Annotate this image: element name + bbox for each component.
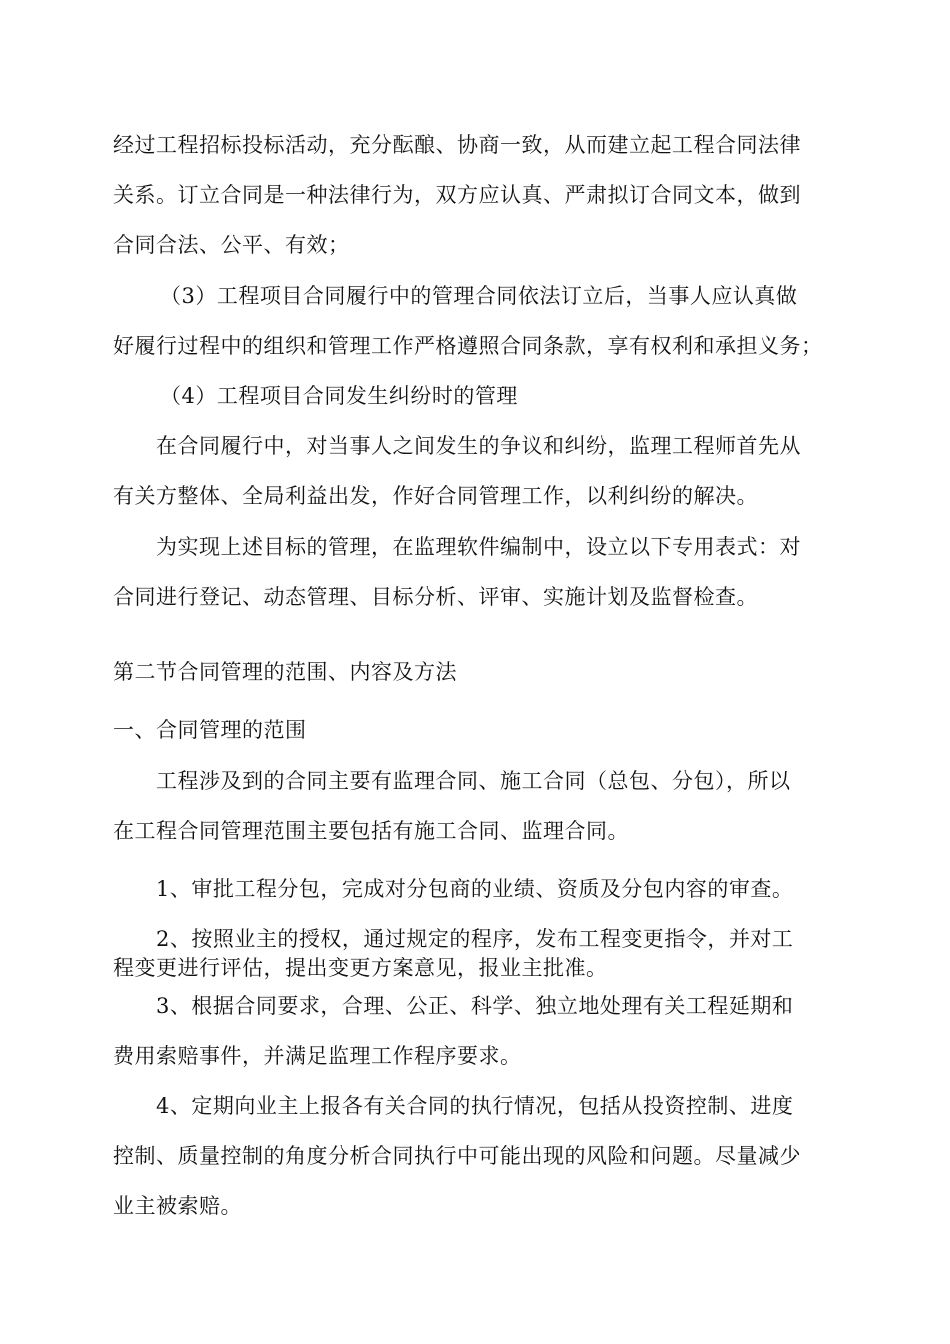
paragraph-line: 合同合法、公平、有效；	[113, 233, 350, 257]
paragraph-line: （3）工程项目合同履行中的管理合同依法订立后，当事人应认真做	[160, 284, 798, 308]
list-item-continuation: 业主被索赔。	[113, 1194, 242, 1218]
list-item-continuation: 费用索赔事件，并满足监理工作程序要求。	[113, 1044, 522, 1068]
paragraph-line: 有关方整体、全局利益出发，作好合同管理工作，以利纠纷的解决。	[113, 484, 758, 508]
section-subheading: （4）工程项目合同发生纠纷时的管理	[160, 384, 518, 408]
list-item: 4、定期向业主上报各有关合同的执行情况，包括从投资控制、进度	[156, 1094, 794, 1118]
list-item: 1、审批工程分包，完成对分包商的业绩、资质及分包内容的审查。	[156, 877, 794, 901]
section-heading: 一、合同管理的范围	[113, 718, 307, 742]
paragraph-line: 关系。订立合同是一种法律行为，双方应认真、严肃拟订合同文本，做到	[113, 183, 801, 207]
paragraph-line: 好履行过程中的组织和管理工作严格遵照合同条款，享有权利和承担义务；	[113, 334, 823, 358]
list-item: 2、按照业主的授权，通过规定的程序，发布工程变更指令，并对工	[156, 927, 794, 951]
paragraph-line: 在工程合同管理范围主要包括有施工合同、监理合同。	[113, 819, 629, 843]
list-item-continuation: 控制、质量控制的角度分析合同执行中可能出现的风险和问题。尽量减少	[113, 1144, 801, 1168]
list-item: 3、根据合同要求，合理、公正、科学、独立地处理有关工程延期和	[156, 994, 794, 1018]
paragraph-line: 工程涉及到的合同主要有监理合同、施工合同（总包、分包），所以	[156, 769, 791, 793]
paragraph-line: 经过工程招标投标活动，充分酝酿、协商一致，从而建立起工程合同法律	[113, 133, 801, 157]
list-item-continuation: 程变更进行评估，提出变更方案意见，报业主批准。	[113, 956, 608, 980]
paragraph-line: 合同进行登记、动态管理、目标分析、评审、实施计划及监督检查。	[113, 585, 758, 609]
paragraph-line: 为实现上述目标的管理，在监理软件编制中，设立以下专用表式：对	[156, 535, 801, 559]
paragraph-line: 在合同履行中，对当事人之间发生的争议和纠纷，监理工程师首先从	[156, 434, 801, 458]
section-heading: 第二节合同管理的范围、内容及方法	[113, 660, 457, 684]
